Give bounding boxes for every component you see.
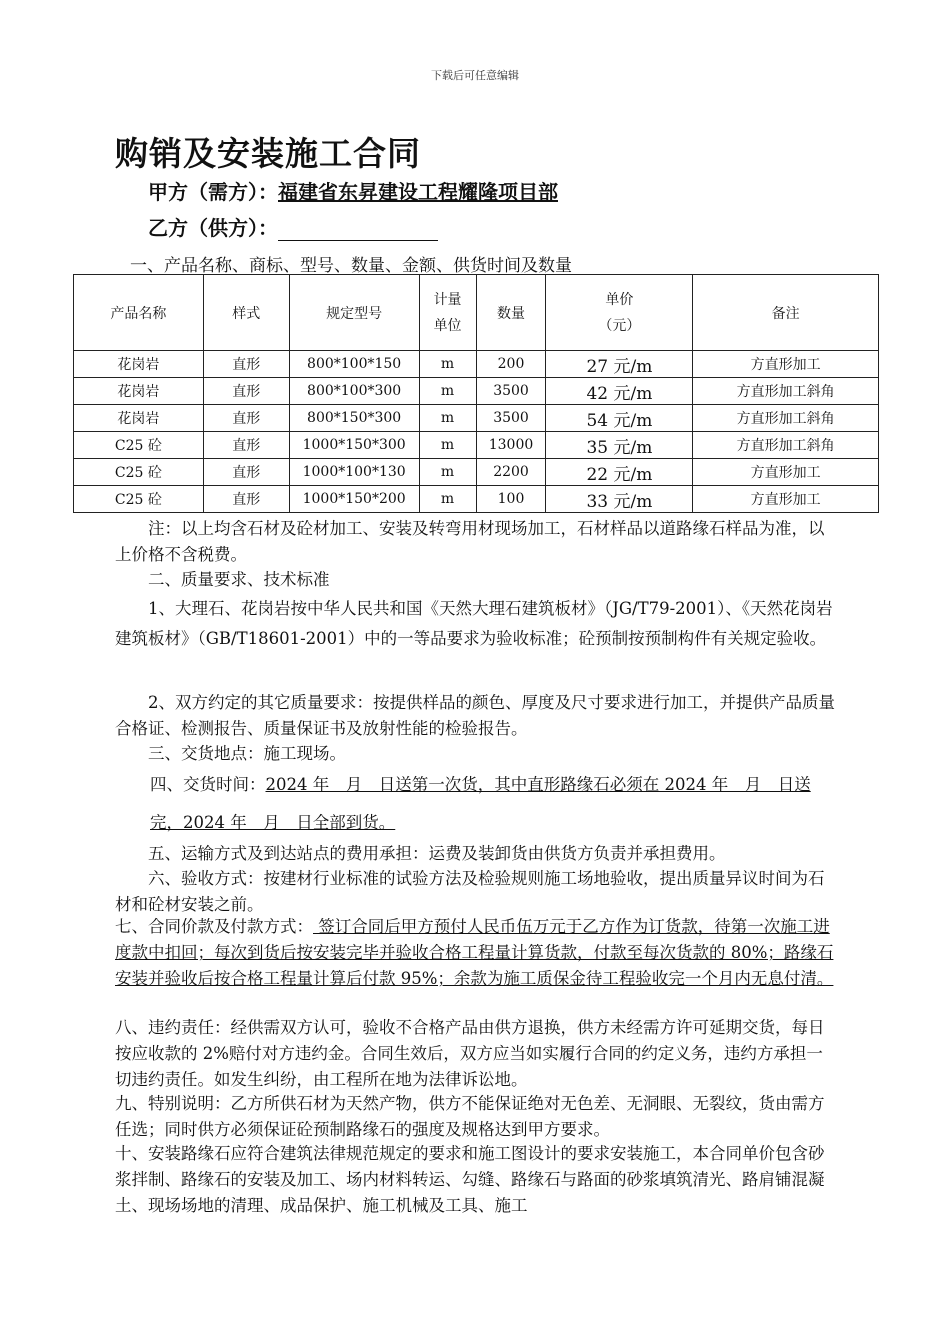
- cell-name: 花岗岩: [74, 405, 204, 432]
- cell-model: 800*100*300: [289, 378, 419, 405]
- cell-model: 1000*150*200: [289, 486, 419, 513]
- cell-unit: m: [419, 378, 476, 405]
- page-title: 购销及安装施工合同: [115, 134, 421, 173]
- cell-unit: m: [419, 459, 476, 486]
- header-unit-bottom: 单位: [433, 317, 462, 334]
- cell-qty: 2200: [476, 459, 546, 486]
- cell-remark: 方直形加工斜角: [693, 405, 879, 432]
- product-table: [73, 274, 879, 513]
- cell-remark: 方直形加工: [693, 486, 879, 513]
- cell-name: C25 砼: [74, 486, 204, 513]
- header-model: 规定型号: [289, 275, 419, 351]
- cell-model: 1000*100*130: [289, 459, 419, 486]
- cell-unit: m: [419, 405, 476, 432]
- table-header-row: [74, 275, 879, 351]
- cell-remark: 方直形加工斜角: [693, 378, 879, 405]
- section4-value: 2024 年 月 日送第一次货，其中直形路缘石必须在 2024 年 月 日送完，2024 年 月 日全部到货。: [150, 775, 811, 832]
- table-row: [74, 486, 879, 513]
- cell-model: 800*100*150: [289, 351, 419, 378]
- header-name: 产品名称: [74, 275, 204, 351]
- section2-title: 二、质量要求、技术标准: [148, 570, 330, 589]
- party-a: [148, 176, 558, 205]
- section4-label: 四、交货时间：: [150, 775, 266, 794]
- cell-remark: 方直形加工斜角: [693, 432, 879, 459]
- cell-unit: m: [419, 486, 476, 513]
- cell-style: 直形: [203, 351, 289, 378]
- table-row: [74, 432, 879, 459]
- cell-price: 22 元/m: [546, 459, 693, 486]
- cell-qty: 3500: [476, 378, 546, 405]
- table-row: [74, 378, 879, 405]
- cell-price: 27 元/m: [546, 351, 693, 378]
- cell-model: 1000*150*300: [289, 432, 419, 459]
- cell-price: 42 元/m: [546, 378, 693, 405]
- cell-qty: 13000: [476, 432, 546, 459]
- cell-name: 花岗岩: [74, 378, 204, 405]
- party-a-value: 福建省东昇建设工程耀隆项目部: [278, 180, 558, 204]
- header-style: 样式: [203, 275, 289, 351]
- section7-label: 七、合同价款及付款方式：: [115, 917, 313, 936]
- cell-style: 直形: [203, 405, 289, 432]
- section2-paragraph-1: 1、大理石、花岗岩按中华人民共和国《天然大理石建筑板材》（JG/T79-2001）、《天然花岗岩建筑板材》（GB/T18601-2001）中的一等品要求为验收标准；砼预制按预制构件有关规定验收。: [115, 599, 833, 648]
- cell-style: 直形: [203, 486, 289, 513]
- section7-payment: [115, 914, 837, 992]
- cell-name: 花岗岩: [74, 351, 204, 378]
- section10-installation: 十、安装路缘石应符合建筑法律规范规定的要求和施工图设计的要求安装施工，本合同单价包含砂浆拌制、路缘石的安装及加工、场内材料转运、勾缝、路缘石与路面的砂浆填筑清光、路肩铺混凝土、现场场地的清理、成品保护、施工机械及工具、施工: [115, 1144, 825, 1215]
- section5-transport: 五、运输方式及到达站点的费用承担：运费及装卸货由供货方负责并承担费用。: [148, 844, 726, 863]
- section3-delivery-place: 三、交货地点：施工现场。: [148, 744, 346, 763]
- cell-style: 直形: [203, 378, 289, 405]
- header-unit-top: 计量: [433, 291, 462, 308]
- header-note: 下载后可任意编辑: [431, 69, 519, 82]
- cell-style: 直形: [203, 459, 289, 486]
- header-price-top: 单价: [605, 291, 634, 308]
- cell-style: 直形: [203, 432, 289, 459]
- party-b-blank: [278, 220, 438, 241]
- cell-qty: 3500: [476, 405, 546, 432]
- header-unit: [419, 275, 476, 351]
- cell-remark: 方直形加工: [693, 351, 879, 378]
- cell-unit: m: [419, 351, 476, 378]
- section1-title: 一、产品名称、商标、型号、数量、金额、供货时间及数量: [130, 256, 572, 276]
- cell-unit: m: [419, 432, 476, 459]
- table-row: [74, 405, 879, 432]
- header-qty: 数量: [476, 275, 546, 351]
- cell-qty: 200: [476, 351, 546, 378]
- cell-model: 800*150*300: [289, 405, 419, 432]
- section8-liability: 八、违约责任：经供需双方认可，验收不合格产品由供方退换，供方未经需方许可延期交货，每日按应收款的 2%赔付对方违约金。合同生效后，双方应当如实履行合同的约定义务，违约方承担一切违约责任。如发生纠纷，由工程所在地为法律诉讼地。: [115, 1018, 825, 1089]
- header-remark: 备注: [693, 275, 879, 351]
- party-b-label: 乙方（供方）：: [148, 216, 278, 240]
- section4-delivery-time: [150, 766, 840, 842]
- cell-remark: 方直形加工: [693, 459, 879, 486]
- cell-qty: 100: [476, 486, 546, 513]
- cell-name: C25 砼: [74, 459, 204, 486]
- table-row: [74, 351, 879, 378]
- party-b: [148, 212, 438, 241]
- cell-price: 54 元/m: [546, 405, 693, 432]
- section7-value: 签订合同后甲方预付人民币伍万元于乙方作为订货款，待第一次施工进度款中扣回；每次到货后按安装完毕并验收合格工程量计算货款，付款至每次货款的 80%；路缘石安装并验收后按合格工程量计算后付款 95%；余款为施工质保金待工程验收完一个月内无息付清。: [115, 917, 834, 988]
- cell-price: 33 元/m: [546, 486, 693, 513]
- cell-price: 35 元/m: [546, 432, 693, 459]
- table-row: [74, 459, 879, 486]
- header-price: [546, 275, 693, 351]
- cell-name: C25 砼: [74, 432, 204, 459]
- section9-special-note: 九、特别说明：乙方所供石材为天然产物，供方不能保证绝对无色差、无洞眼、无裂纹，货由需方任选；同时供方必须保证砼预制路缘石的强度及规格达到甲方要求。: [115, 1094, 825, 1139]
- table-note: 注：以上均含石材及砼材加工、安装及转弯用材现场加工，石材样品以道路缘石样品为准，以上价格不含税费。: [115, 519, 825, 564]
- section6-acceptance: 六、验收方式：按建材行业标准的试验方法及检验规则施工场地验收，提出质量异议时间为石材和砼材安装之前。: [115, 869, 825, 914]
- party-a-label: 甲方（需方）：: [148, 180, 278, 204]
- section2-paragraph-2: 2、双方约定的其它质量要求：按提供样品的颜色、厚度及尺寸要求进行加工，并提供产品质量合格证、检测报告、质量保证书及放射性能的检验报告。: [115, 693, 835, 738]
- header-price-bottom: （元）: [598, 317, 641, 334]
